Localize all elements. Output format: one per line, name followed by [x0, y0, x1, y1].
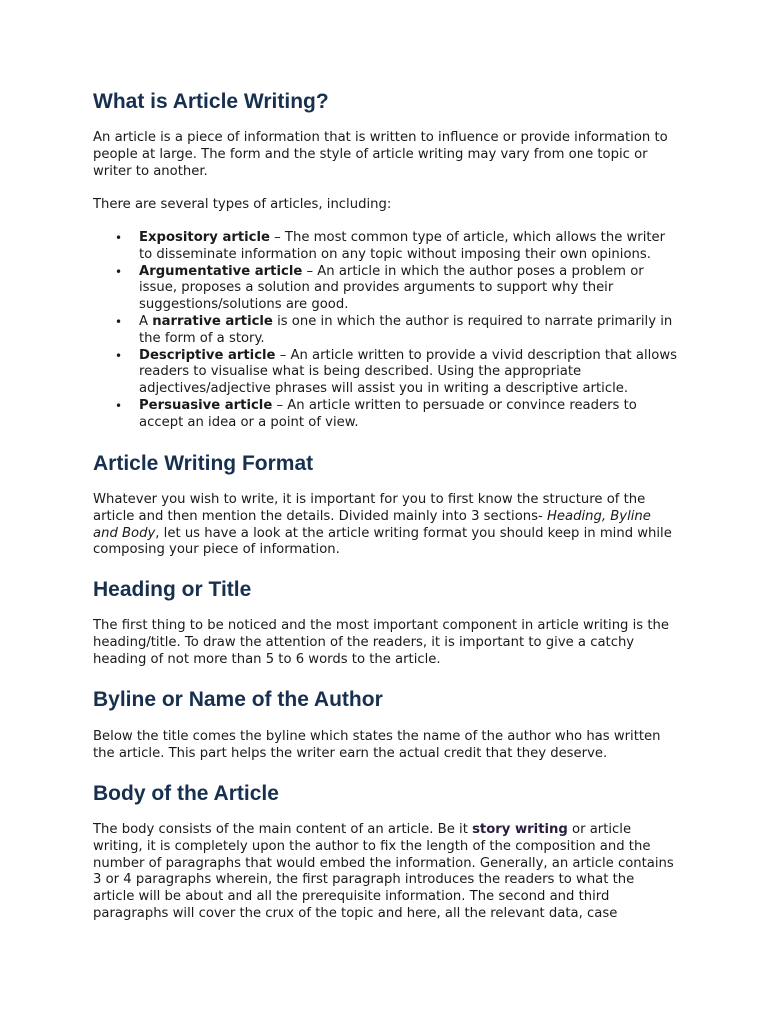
list-item — [93, 348, 678, 398]
list-item-description: – An article written to provide a vivid description that allows readers to visualise what is being described. Using the appropriate adjectives/adjective phrases will assist you in writing a descriptive article. — [139, 347, 678, 397]
body-text-before: The body consists of the main content of an article. Be it — [93, 822, 473, 837]
bullet-icon: • — [115, 231, 123, 245]
list-item — [93, 264, 678, 314]
bullet-icon: • — [115, 264, 123, 279]
list-item-description: – An article written to persuade or convince readers to accept an idea or a point of view. — [139, 397, 637, 430]
bullet-icon: • — [115, 398, 123, 413]
article-types-list — [93, 230, 678, 432]
list-item-term: narrative article — [152, 313, 273, 329]
list-item — [93, 398, 678, 432]
paragraph-definition: An article is a piece of information that is written to influence or provide information to people at large. The form and the style of article writing may vary from one topic or writer to another. — [93, 130, 668, 179]
heading-heading-or-title: Heading or Title — [93, 578, 252, 601]
paragraph-heading-or-title: The first thing to be noticed and the most important component in article writing is the heading/title. To draw the attention of the readers, it is important to give a catchy heading of not more than 5 to 6 words to the article. — [93, 618, 669, 667]
body-text-after: or article writing, it is completely upon the author to fix the length of the composition and the number of paragraphs that would embed the information. Generally, an article contains 3 or 4 paragraphs wherein, the first paragraph introduces the readers to what the article will be about and all the prerequisite information. The second and third paragraphs will cover the crux of the topic and here, all the relevant data, case — [93, 822, 674, 921]
list-item — [93, 230, 678, 264]
heading-what-is-article-writing: What is Article Writing? — [93, 90, 329, 113]
list-item-description: is one in which the author is required to narrate primarily in the form of a story. — [139, 313, 673, 346]
list-item-description: – An article in which the author poses a problem or issue, proposes a solution and provides arguments to support why their suggestions/solutions are good. — [139, 263, 644, 313]
heading-article-writing-format: Article Writing Format — [93, 452, 314, 475]
paragraph-body — [93, 822, 678, 923]
list-item-term: Expository article — [139, 230, 270, 245]
paragraph-byline: Below the title comes the byline which states the name of the author who has written the article. This part helps the writer earn the actual credit that they deserve. — [93, 729, 661, 761]
list-item-term: Argumentative article — [139, 263, 303, 279]
list-item-description: – The most common type of article, which allows the writer to disseminate information on any topic without imposing their own opinions. — [139, 230, 666, 262]
heading-body-of-article: Body of the Article — [93, 782, 279, 805]
bullet-icon: • — [115, 314, 123, 329]
bullet-icon: • — [115, 348, 123, 363]
paragraph-format — [93, 492, 678, 559]
heading-byline: Byline or Name of the Author — [93, 688, 383, 711]
format-text-sections: Heading, Byline and Body — [93, 508, 651, 541]
format-text-before: Whatever you wish to write, it is important for you to first know the structure of the article and then mention the details. Divided mainly into 3 sections- — [93, 492, 646, 524]
list-item-term: Descriptive article — [139, 347, 276, 363]
story-writing-link[interactable]: story writing — [472, 822, 568, 837]
list-item-term: Persuasive article — [139, 397, 273, 413]
list-item-prefix: A — [139, 313, 153, 329]
paragraph-types-intro: There are several types of articles, including: — [93, 197, 392, 212]
list-item — [93, 314, 678, 348]
format-text-after: , let us have a look at the article writing format you should keep in mind while composing your piece of information. — [93, 525, 672, 558]
